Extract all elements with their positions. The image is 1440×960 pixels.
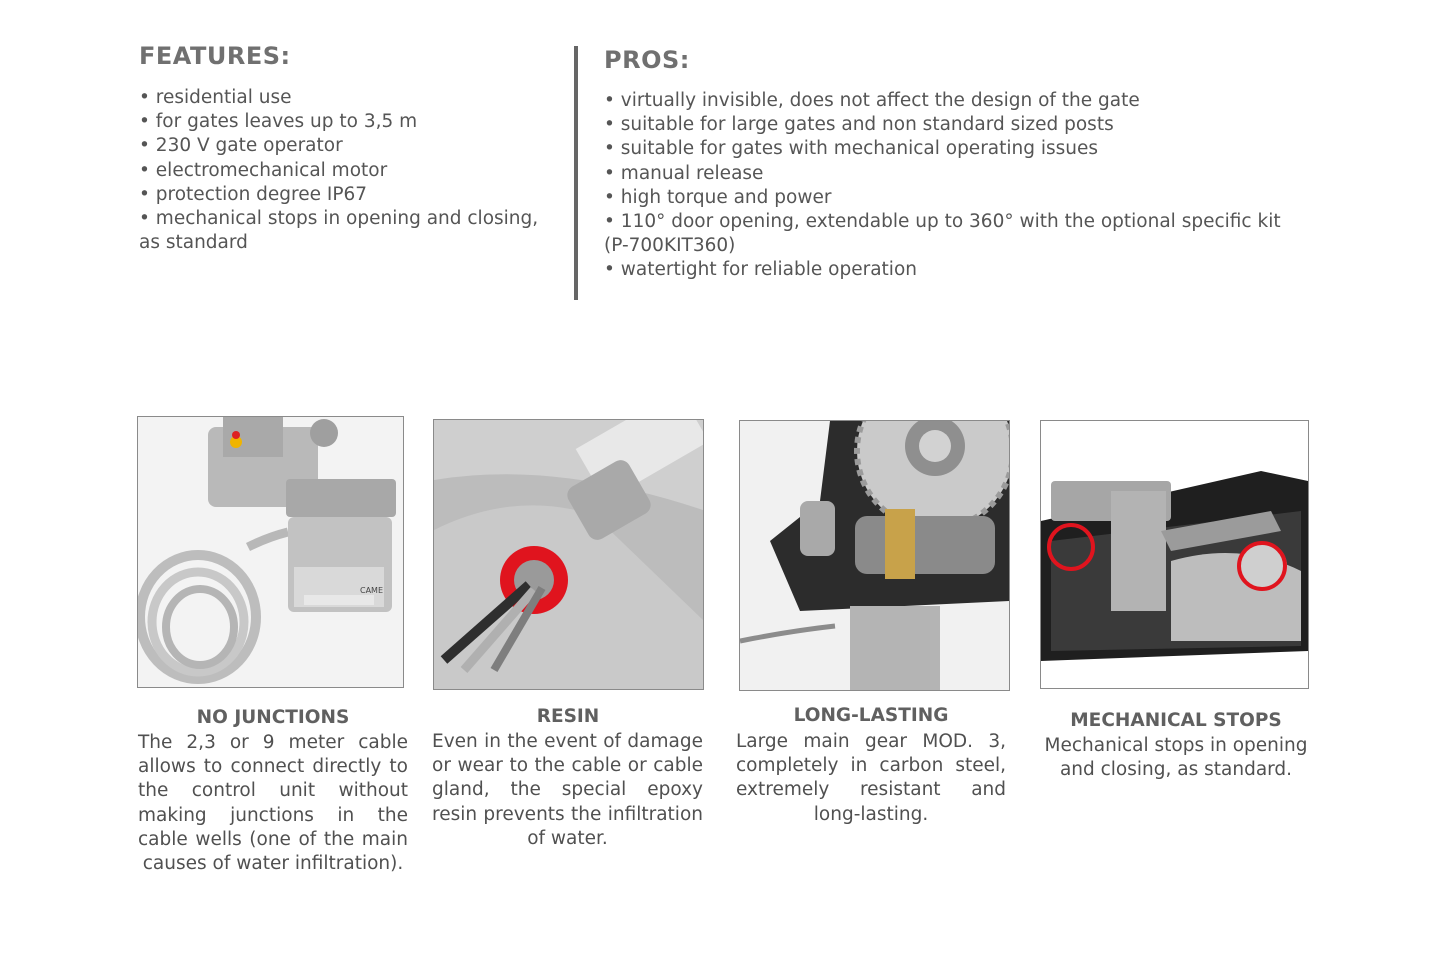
main-gear-illustration	[740, 421, 1009, 690]
card-title-long-lasting: LONG-LASTING	[793, 705, 949, 726]
list-item: • electromechanical motor	[139, 159, 559, 183]
gear-photo	[739, 420, 1010, 691]
resin-photo	[433, 419, 704, 690]
list-item: • 230 V gate operator	[139, 134, 559, 158]
pros-heading: PROS:	[604, 46, 690, 74]
card-text-no-junctions: The 2,3 or 9 meter cable allows to connect directly to the control unit without making junctions in the cable wells (one of the main causes of water infiltration).	[138, 732, 408, 875]
came-logo-text: CAME	[360, 586, 384, 595]
list-item: • protection degree IP67	[139, 183, 559, 207]
features-heading: FEATURES:	[139, 42, 291, 70]
column-divider	[574, 46, 578, 300]
list-item: • 110° door opening, extendable up to 360° with the optional specific kit (P-700KIT360)	[604, 210, 1294, 258]
pros-list	[604, 89, 1294, 283]
list-item: • suitable for large gates and non standard sized posts	[604, 113, 1294, 137]
mechanical-stops-illustration	[1041, 421, 1308, 688]
list-item: • residential use	[139, 86, 559, 110]
card-title-resin: RESIN	[536, 706, 600, 727]
card-title-no-junctions: NO JUNCTIONS	[196, 707, 350, 728]
list-item: • manual release	[604, 162, 1294, 186]
card-text-resin: Even in the event of damage or wear to the cable or cable gland, the special epoxy resin prevents the infiltration of water.	[432, 731, 703, 849]
card-title-mechanical-stops: MECHANICAL STOPS	[1070, 710, 1282, 731]
list-item: • for gates leaves up to 3,5 m	[139, 110, 559, 134]
list-item: • watertight for reliable operation	[604, 258, 1294, 282]
features-list	[139, 86, 559, 255]
motor-cable-illustration	[138, 417, 403, 687]
list-item: • suitable for gates with mechanical operating issues	[604, 137, 1294, 161]
resin-gland-illustration	[434, 420, 703, 689]
motor-cable-photo	[137, 416, 404, 688]
card-text-mechanical-stops: Mechanical stops in opening and closing, as standard.	[1044, 735, 1308, 781]
list-item: • high torque and power	[604, 186, 1294, 210]
list-item: • mechanical stops in opening and closing, as standard	[139, 207, 559, 255]
mechanical-stops-photo	[1040, 420, 1309, 689]
card-text-long-lasting: Large main gear MOD. 3, completely in carbon steel, extremely resistant and long-lasting.	[736, 731, 1006, 825]
list-item: • virtually invisible, does not affect the design of the gate	[604, 89, 1294, 113]
